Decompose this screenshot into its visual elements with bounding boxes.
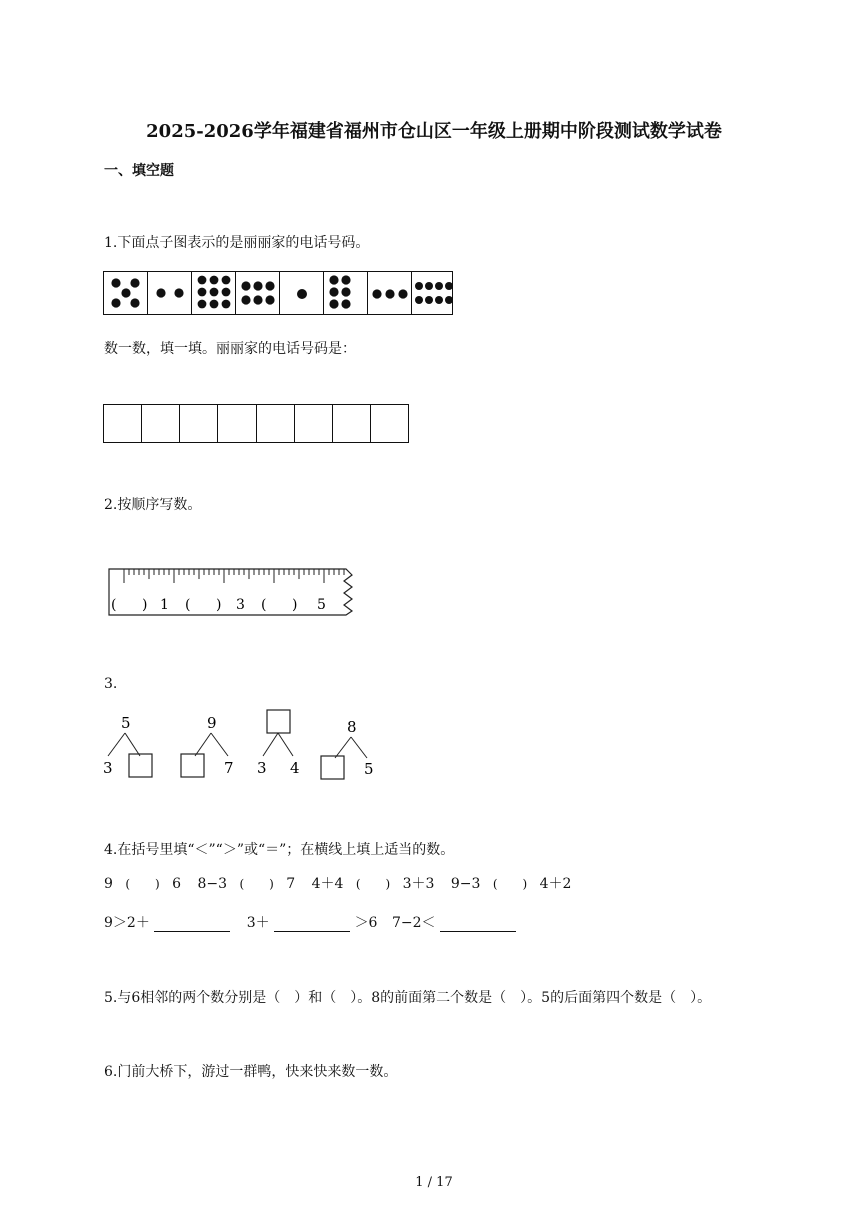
compare-right: 6 xyxy=(172,876,182,892)
ruler-figure xyxy=(106,563,362,619)
dot-cell xyxy=(412,272,455,314)
dot-cell-3 xyxy=(368,272,411,313)
bond-left: 3 xyxy=(103,759,113,777)
paren-open: ( xyxy=(125,877,131,891)
answer-box[interactable] xyxy=(371,405,408,442)
paren-open: ( xyxy=(492,877,498,891)
q2-prompt: 2.按顺序写数。 xyxy=(104,497,202,513)
compare-left: 9 xyxy=(104,876,113,892)
compare-left: 4＋4 xyxy=(311,876,344,892)
answer-box[interactable] xyxy=(142,405,180,442)
answer-box[interactable] xyxy=(180,405,218,442)
page-title: 2025-2026学年福建省福州市仓山区一年级上册期中阶段测试数学试卷 xyxy=(146,121,722,142)
ruler-label: ) xyxy=(216,597,222,613)
bond-right: 4 xyxy=(290,759,300,777)
blank-before: 9＞2＋ xyxy=(104,915,150,931)
q6-prompt: 6.门前大桥下，游过一群鸭，快来快来数一数。 xyxy=(104,1064,398,1080)
bond-blank-box[interactable] xyxy=(181,754,204,777)
bond-blank-box[interactable] xyxy=(267,710,290,733)
q5-text: 5.与6相邻的两个数分别是（ ）和（ ）。8的前面第二个数是（ ）。5的后面第四个数是（ ）。 xyxy=(104,990,712,1006)
ruler-label: ( xyxy=(185,597,191,613)
dot-cell-6 xyxy=(236,272,279,313)
compare-left: 9−3 xyxy=(450,876,481,892)
compare-right: 7 xyxy=(286,876,296,892)
answer-box[interactable] xyxy=(295,405,333,442)
paren-close: ) xyxy=(154,877,160,891)
q1-instruction: 数一数，填一填。丽丽家的电话号码是： xyxy=(104,341,356,357)
dot-cell-9 xyxy=(192,272,235,313)
ruler-label: ( xyxy=(111,597,117,613)
dot-cell-8 xyxy=(412,272,455,313)
ruler-label: 5 xyxy=(317,597,326,613)
dot-cell-2 xyxy=(148,272,191,313)
bond-blank-box[interactable] xyxy=(321,756,344,779)
paren-close: ) xyxy=(269,877,274,891)
q4-compare-row xyxy=(104,873,571,893)
ruler-label: ) xyxy=(142,597,148,613)
paren-close: ) xyxy=(522,877,528,891)
fill-line-blank[interactable] xyxy=(274,917,350,932)
compare-right: 3＋3 xyxy=(402,876,435,892)
dot-cell xyxy=(280,272,324,314)
blank-before: 3＋ xyxy=(246,915,270,931)
bond-blank-box[interactable] xyxy=(129,754,152,777)
dot-cell-5 xyxy=(104,272,147,313)
page-number: 1 / 17 xyxy=(415,1175,453,1190)
dot-cell xyxy=(368,272,412,314)
bond-top: 8 xyxy=(347,718,357,736)
dot-cell xyxy=(192,272,236,314)
dot-cell xyxy=(104,272,148,314)
answer-box[interactable] xyxy=(257,405,295,442)
dot-cell xyxy=(236,272,280,314)
bond-top: 5 xyxy=(121,714,131,732)
ruler-label: 1 xyxy=(160,597,169,613)
answer-box[interactable] xyxy=(333,405,371,442)
dot-cell xyxy=(148,272,192,314)
blank-before: 7−2＜ xyxy=(391,915,436,931)
ruler-label: ) xyxy=(292,597,298,613)
dot-cell xyxy=(324,272,368,314)
bond-right: 7 xyxy=(224,759,234,777)
dot-cell-1 xyxy=(280,272,323,313)
phone-number-answer-boxes xyxy=(103,404,409,443)
answer-box[interactable] xyxy=(218,405,256,442)
paren-close: ) xyxy=(385,877,391,891)
compare-left: 8−3 xyxy=(197,876,228,892)
section-heading: 一、填空题 xyxy=(104,163,174,179)
q4-blank-row xyxy=(104,912,516,932)
ruler-label: ( xyxy=(261,597,267,613)
number-bond-figure xyxy=(100,706,390,786)
blank-after: ＞6 xyxy=(354,915,378,931)
q3-prompt: 3. xyxy=(104,676,118,692)
q4-prompt: 4.在括号里填“＜”“＞”或“＝”；在横线上填上适当的数。 xyxy=(104,842,455,858)
compare-right: 4＋2 xyxy=(539,876,572,892)
dot-picture-strip xyxy=(103,271,453,315)
paren-open: ( xyxy=(355,877,361,891)
bond-left: 3 xyxy=(257,759,267,777)
dot-cell-6b xyxy=(324,272,367,313)
q1-prompt: 1.下面点子图表示的是丽丽家的电话号码。 xyxy=(104,235,370,251)
ruler-label: 3 xyxy=(236,597,245,613)
paren-open: ( xyxy=(239,877,245,891)
fill-line-blank[interactable] xyxy=(154,917,230,932)
answer-box[interactable] xyxy=(104,405,142,442)
bond-right: 5 xyxy=(364,760,374,778)
fill-line-blank[interactable] xyxy=(440,917,516,932)
bond-top: 9 xyxy=(207,714,217,732)
